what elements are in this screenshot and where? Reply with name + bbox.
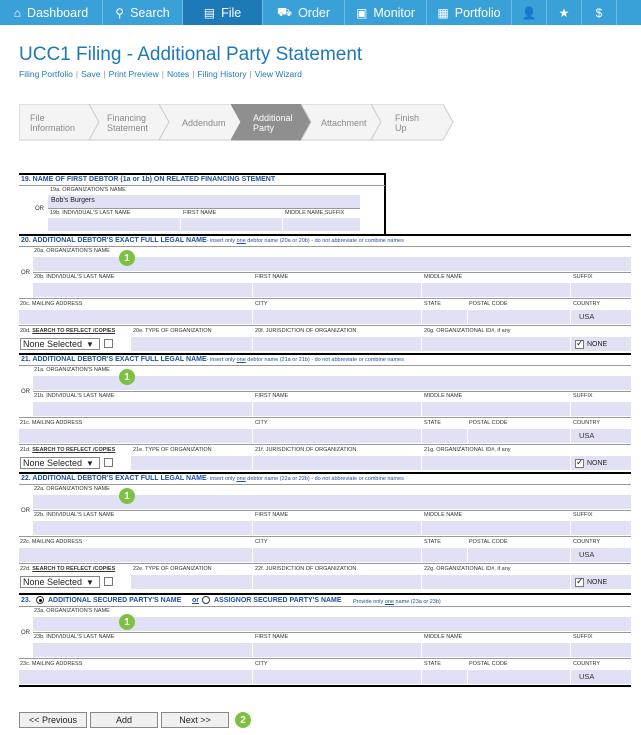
- nav-label: Search: [130, 5, 170, 20]
- field-label: [20, 328, 115, 334]
- none-checkbox[interactable]: [575, 340, 584, 349]
- note-text: Provide only: [353, 599, 385, 605]
- organizational-id-field[interactable]: [422, 575, 570, 589]
- field-label: 22f. JURISDICTION OF ORGANIZATION: [255, 566, 357, 572]
- nav-file[interactable]: [183, 0, 263, 25]
- secured-party-state-field[interactable]: [422, 670, 467, 684]
- user-icon: 👤: [521, 5, 537, 20]
- postal-code-field[interactable]: [468, 548, 570, 562]
- additional-secured-party-radio[interactable]: [36, 596, 44, 604]
- secured-party-middle-name-field[interactable]: [422, 643, 570, 657]
- section-number: 23.: [21, 597, 31, 604]
- step-badge: 1: [119, 250, 135, 266]
- section-title-text: 21. ADDITIONAL DEBTOR'S EXACT FULL LEGAL NAME: [21, 356, 207, 363]
- field-label: MIDDLE NAME: [424, 634, 463, 640]
- link-filing-portfolio[interactable]: Filing Portfolio: [19, 69, 73, 79]
- suffix-field[interactable]: [571, 283, 631, 297]
- mailing-address-field[interactable]: [19, 548, 252, 562]
- field-label: 20g. ORGANIZATIONAL ID#, if any: [424, 328, 511, 334]
- step-label: Attachment: [321, 117, 367, 128]
- nav-label: Dashboard: [27, 5, 89, 20]
- field-label: [20, 447, 115, 453]
- jurisdiction-field[interactable]: [253, 575, 421, 589]
- step-label: File: [30, 112, 45, 123]
- add-button[interactable]: Add: [90, 712, 158, 728]
- field-label: 21c. MAILING ADDRESS: [20, 420, 83, 426]
- field-label: MIDDLE NAME: [424, 512, 463, 518]
- field-label: FIRST NAME: [255, 512, 289, 518]
- field-label: 21a. ORGANIZATION'S NAME: [34, 367, 110, 373]
- or-text: or: [192, 597, 199, 604]
- link-view-wizard[interactable]: View Wizard: [254, 69, 302, 79]
- field-label: CITY: [255, 661, 268, 667]
- middle-name-field[interactable]: [422, 402, 570, 416]
- section-23-title: [21, 597, 31, 604]
- field-label: SUFFIX: [573, 512, 593, 518]
- secured-party-country-field[interactable]: [571, 670, 631, 684]
- type-of-organization-field[interactable]: [131, 575, 252, 589]
- type-of-organization-field[interactable]: [131, 337, 252, 351]
- search-to-reflect-link[interactable]: SEARCH TO REFLECT /COPIES: [32, 447, 116, 453]
- nav-portfolio[interactable]: [427, 0, 512, 25]
- nav-favorites[interactable]: [547, 0, 582, 25]
- note-text: one: [236, 476, 246, 482]
- postal-code-field[interactable]: [468, 310, 570, 324]
- field-label: CITY: [255, 420, 268, 426]
- cart-icon: ⛟: [276, 4, 293, 19]
- step-badge: 1: [119, 369, 135, 385]
- last-name-field[interactable]: [33, 283, 252, 297]
- step-label: Statement: [107, 122, 149, 133]
- or-label: OR: [35, 206, 44, 212]
- field-label: COUNTRY: [573, 661, 601, 667]
- section-title: [21, 237, 404, 244]
- field-label: FIRST NAME: [255, 274, 289, 280]
- first-name-field[interactable]: [253, 402, 421, 416]
- field-label: SUFFIX: [573, 274, 593, 280]
- country-value: USA: [579, 431, 595, 440]
- or-label: OR: [21, 630, 30, 636]
- nav-label: Order: [298, 5, 331, 20]
- field-label-prefix: 21d.: [20, 447, 33, 453]
- first-name-field[interactable]: [253, 283, 421, 297]
- suffix-field[interactable]: [571, 402, 631, 416]
- option-assignor-secured-party: ASSIGNOR SECURED PARTY'S NAME: [214, 597, 342, 604]
- secured-party-postal-field[interactable]: [468, 670, 570, 684]
- section-23-note: [353, 598, 441, 605]
- note-text: debtor name (21a or 21b) - do not abbreviate or combine names: [245, 357, 404, 363]
- mailing-address-field[interactable]: [19, 429, 252, 443]
- nav-monitor[interactable]: [345, 0, 427, 25]
- field-label: 22g. ORGANIZATIONAL ID#, if any: [424, 566, 511, 572]
- field-label: 22e. TYPE OF ORGANIZATION: [133, 566, 212, 572]
- field-label: SUFFIX: [573, 393, 593, 399]
- page-title: UCC1 Filing - Additional Party Statement: [19, 44, 363, 65]
- step-label: Addendum: [182, 117, 226, 128]
- field-label: 20b. INDIVIDUAL'S LAST NAME: [34, 274, 115, 280]
- jurisdiction-field[interactable]: [253, 337, 421, 351]
- field-label: MIDDLE NAME: [424, 274, 463, 280]
- option-additional-secured-party: ADDITIONAL SECURED PARTY'S NAME: [48, 597, 182, 604]
- note-text: one: [236, 357, 246, 363]
- note-text: - insert only: [206, 238, 237, 244]
- field-label: 22b. INDIVIDUAL'S LAST NAME: [34, 512, 115, 518]
- secured-party-city-field[interactable]: [253, 670, 421, 684]
- section-19-title: 19. NAME OF FIRST DEBTOR (1a or 1b) ON RELATED FINANCING STEMENT: [21, 176, 276, 183]
- nav-label: Monitor: [373, 5, 416, 20]
- country-value: USA: [579, 312, 595, 321]
- note-text: debtor name (22a or 22b) - do not abbreviate or combine names: [245, 476, 404, 482]
- field-label-prefix: 20d.: [20, 328, 33, 334]
- field-label: SUFFIX: [573, 634, 593, 640]
- secured-party-suffix-field[interactable]: [571, 643, 631, 657]
- previous-button[interactable]: << Previous: [19, 712, 87, 728]
- search-copies-checkbox[interactable]: [104, 577, 113, 586]
- field-label: COUNTRY: [573, 301, 601, 307]
- section-title: [21, 356, 404, 363]
- country-value: USA: [579, 672, 595, 681]
- field-label: MIDDLE NAME: [424, 393, 463, 399]
- field-label: STATE: [424, 539, 441, 545]
- last-name-field[interactable]: [48, 218, 180, 231]
- state-field[interactable]: [422, 310, 467, 324]
- field-label: COUNTRY: [573, 420, 601, 426]
- field-label: [20, 566, 115, 572]
- organization-name-field[interactable]: [48, 195, 360, 208]
- field-label: POSTAL CODE: [469, 420, 508, 426]
- action-links: Filing Portfolio | Save | Print Preview | Notes | Filing History | View Wizard: [19, 69, 302, 79]
- search-to-reflect-select[interactable]: [20, 457, 100, 469]
- next-button[interactable]: Next >>: [161, 712, 229, 728]
- field-label: 20e. TYPE OF ORGANIZATION: [133, 328, 212, 334]
- field-label: CITY: [255, 539, 268, 545]
- last-name-field[interactable]: [33, 402, 252, 416]
- field-label: 23c. MAILING ADDRESS: [20, 661, 83, 667]
- field-label: CITY: [255, 301, 268, 307]
- search-to-reflect-link[interactable]: SEARCH TO REFLECT /COPIES: [32, 328, 116, 334]
- field-label: 21f. JURISDICTION OF ORGANIZATION: [255, 447, 357, 453]
- step-label: Party: [253, 122, 275, 133]
- section-title-text: 22. ADDITIONAL DEBTOR'S EXACT FULL LEGAL NAME: [21, 475, 207, 482]
- nav-search[interactable]: [103, 0, 183, 25]
- field-label: 20f. JURISDICTION OF ORGANIZATION: [255, 328, 357, 334]
- field-label: 22c. MAILING ADDRESS: [20, 539, 83, 545]
- step-badge: 1: [119, 614, 135, 630]
- or-label: OR: [21, 270, 30, 276]
- field-label: STATE: [424, 420, 441, 426]
- country-value: USA: [579, 550, 595, 559]
- field-label: FIRST NAME: [255, 393, 289, 399]
- step-badge: 2: [235, 712, 251, 728]
- link-print-preview[interactable]: Print Preview: [108, 69, 159, 79]
- step-label: Information: [30, 122, 76, 133]
- nav-order[interactable]: [263, 0, 345, 25]
- field-label: POSTAL CODE: [469, 539, 508, 545]
- field-label: 21e. TYPE OF ORGANIZATION: [133, 447, 212, 453]
- field-label: POSTAL CODE: [469, 301, 508, 307]
- secured-party-mailing-address-field[interactable]: [19, 670, 252, 684]
- last-name-field[interactable]: [33, 521, 252, 535]
- search-icon: ⚲: [115, 5, 125, 20]
- note-text: one: [236, 238, 246, 244]
- select-value: None Selected: [23, 458, 83, 468]
- top-nav: [0, 0, 641, 25]
- field-label: 23a. ORGANIZATION'S NAME: [34, 608, 110, 614]
- country-field[interactable]: [571, 429, 631, 443]
- section-title-text: 20. ADDITIONAL DEBTOR'S EXACT FULL LEGAL NAME: [21, 237, 207, 244]
- monitor-icon: ▣: [355, 5, 368, 20]
- city-field[interactable]: [253, 429, 421, 443]
- link-save[interactable]: Save: [81, 69, 101, 79]
- none-label: NONE: [587, 579, 608, 586]
- step-label: Additional: [253, 112, 293, 123]
- state-field[interactable]: [422, 548, 467, 562]
- chevron-down-icon: ▼: [86, 458, 94, 468]
- select-value: None Selected: [23, 339, 83, 349]
- field-label: 20c. MAILING ADDRESS: [20, 301, 83, 307]
- or-label: OR: [21, 389, 30, 395]
- search-to-reflect-link[interactable]: SEARCH TO REFLECT /COPIES: [32, 566, 116, 572]
- nav-label: Portfolio: [454, 5, 501, 20]
- state-field[interactable]: [422, 429, 467, 443]
- note-text: - insert only: [206, 357, 237, 363]
- country-field[interactable]: [571, 310, 631, 324]
- organization-name-value: Bob's Burgers: [51, 197, 95, 204]
- note-text: one: [384, 599, 394, 605]
- link-notes[interactable]: Notes: [166, 69, 190, 79]
- field-label: FIRST NAME: [183, 210, 217, 216]
- suffix-field[interactable]: [571, 521, 631, 535]
- search-to-reflect-select[interactable]: [20, 338, 100, 350]
- note-text: name (23a or 23b): [393, 599, 441, 605]
- dollar-icon: $: [595, 5, 603, 20]
- organizational-id-field[interactable]: [422, 456, 570, 470]
- nav-user[interactable]: [512, 0, 547, 25]
- home-icon: ⌂: [13, 5, 22, 20]
- type-of-organization-field[interactable]: [131, 456, 252, 470]
- none-label: NONE: [587, 460, 608, 467]
- note-text: - insert only: [206, 476, 237, 482]
- step-label: Financing: [107, 112, 147, 123]
- country-field[interactable]: [571, 548, 631, 562]
- secured-party-first-name-field[interactable]: [253, 643, 421, 657]
- select-value: None Selected: [23, 577, 83, 587]
- middle-name-field[interactable]: [283, 218, 360, 231]
- mailing-address-field[interactable]: [19, 310, 252, 324]
- portfolio-icon: ▦: [437, 5, 449, 20]
- first-name-field[interactable]: [253, 521, 421, 535]
- middle-name-field[interactable]: [422, 521, 570, 535]
- field-label: 19a. ORGANIZATION'S NAME: [50, 187, 126, 193]
- chevron-down-icon: ▼: [86, 577, 94, 587]
- section-title: [21, 475, 404, 482]
- jurisdiction-field[interactable]: [253, 456, 421, 470]
- field-label: STATE: [424, 301, 441, 307]
- step-badge: 1: [119, 488, 135, 504]
- secured-party-last-name-field[interactable]: [33, 643, 252, 657]
- search-to-reflect-select[interactable]: [20, 576, 100, 588]
- field-label: FIRST NAME: [255, 634, 289, 640]
- field-label: COUNTRY: [573, 539, 601, 545]
- first-name-field[interactable]: [181, 218, 282, 231]
- assignor-secured-party-radio[interactable]: [202, 596, 210, 604]
- note-text: debtor name (20a or 20b) - do not abbreviate or combine names: [245, 238, 404, 244]
- none-label: NONE: [587, 341, 608, 348]
- none-checkbox[interactable]: [575, 578, 584, 587]
- none-checkbox[interactable]: [575, 459, 584, 468]
- chevron-down-icon: ▼: [86, 339, 94, 349]
- field-label: 21b. INDIVIDUAL'S LAST NAME: [34, 393, 115, 399]
- search-copies-checkbox[interactable]: [104, 339, 113, 348]
- field-label: POSTAL CODE: [469, 661, 508, 667]
- middle-name-field[interactable]: [422, 283, 570, 297]
- or-label: OR: [21, 508, 30, 514]
- field-label: 19b. INDIVIDUAL'S LAST NAME: [50, 210, 131, 216]
- file-icon: ▤: [203, 5, 216, 20]
- postal-code-field[interactable]: [468, 429, 570, 443]
- city-field[interactable]: [253, 310, 421, 324]
- nav-billing[interactable]: [582, 0, 617, 25]
- field-label: 21g. ORGANIZATIONAL ID#, if any: [424, 447, 511, 453]
- search-copies-checkbox[interactable]: [104, 458, 113, 467]
- field-label: 20a. ORGANIZATION'S NAME: [34, 248, 110, 254]
- star-icon: ★: [558, 5, 570, 20]
- field-label: MIDDLE NAME,SUFFIX: [285, 210, 345, 216]
- link-filing-history[interactable]: Filing History: [197, 69, 247, 79]
- field-label: 23b. INDIVIDUAL'S LAST NAME: [34, 634, 115, 640]
- city-field[interactable]: [253, 548, 421, 562]
- step-label: Finish Up: [395, 112, 420, 133]
- field-label: 22a. ORGANIZATION'S NAME: [34, 486, 110, 492]
- field-label-prefix: 22d.: [20, 566, 33, 572]
- nav-label: File: [221, 5, 242, 20]
- nav-dashboard[interactable]: [0, 0, 103, 25]
- organizational-id-field[interactable]: [422, 337, 570, 351]
- field-label: STATE: [424, 661, 441, 667]
